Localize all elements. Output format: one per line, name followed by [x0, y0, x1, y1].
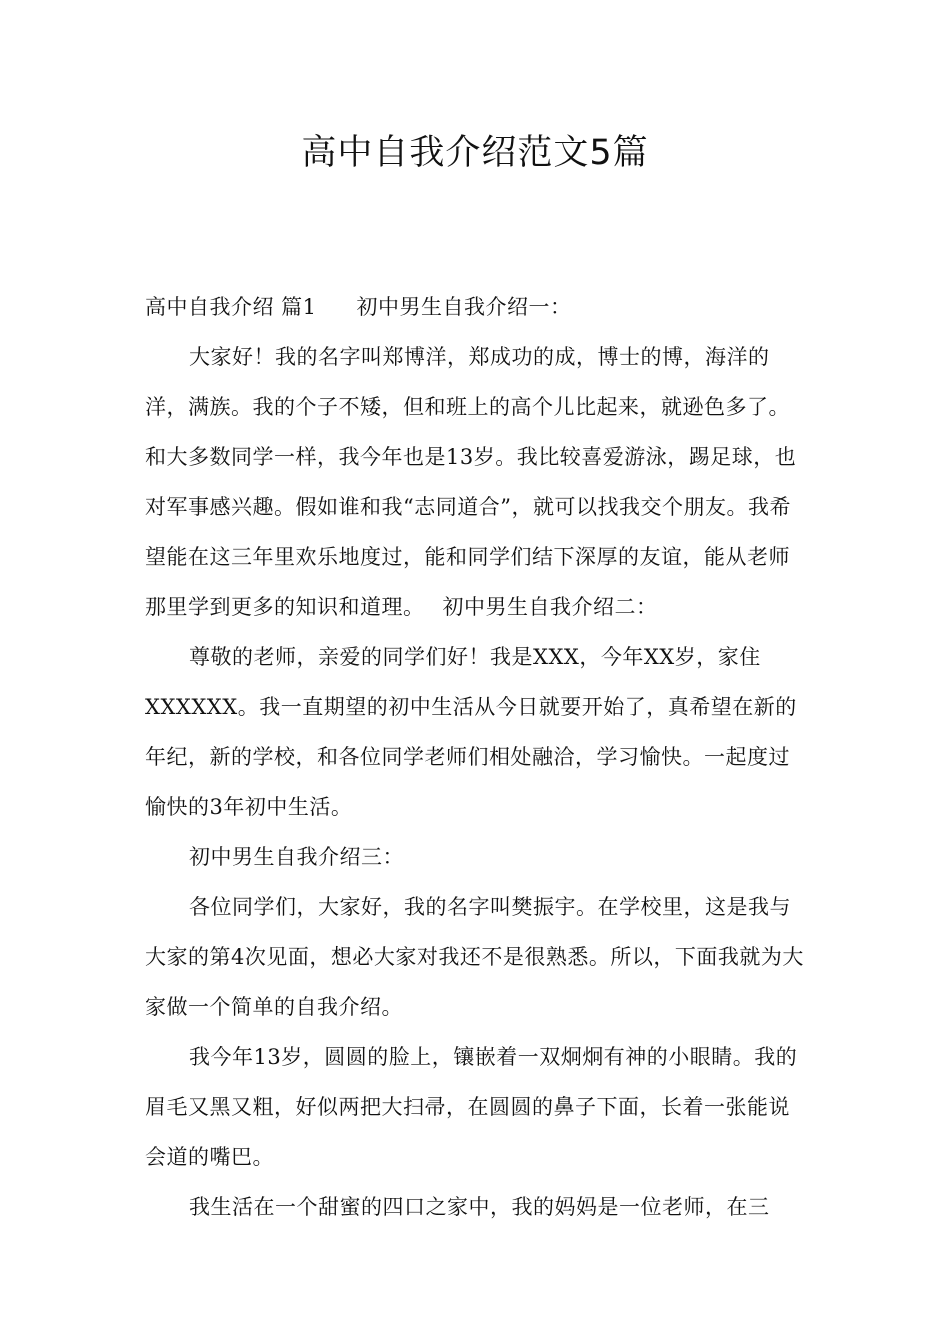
- section-heading-line: [145, 282, 810, 332]
- page-title: 高中自我介绍范文5篇: [301, 133, 649, 173]
- intro-three-heading: 初中男生自我介绍三：: [189, 845, 404, 869]
- paragraph-5: 我生活在一个甜蜜的四口之家中，我的妈妈是一位老师，在三: [189, 1195, 770, 1219]
- section-heading: 高中自我介绍 篇1: [145, 295, 317, 319]
- intro-one-heading: 初中男生自我介绍一：: [356, 295, 572, 319]
- paragraph-3: 各位同学们，大家好，我的名字叫樊振宇。在学校里，这是我与大家的第4次见面，想必大家对我还不是很熟悉。所以，下面我就为大家做一个简单的自我介绍。: [145, 895, 804, 1019]
- paragraph-4: 我今年13岁，圆圆的脸上，镶嵌着一双炯炯有神的小眼睛。我的眉毛又黑又粗，好似两把大扫帚，在圆圆的鼻子下面，长着一张能说会道的嘴巴。: [145, 1045, 798, 1169]
- document-body: [145, 282, 810, 1232]
- intro-two-heading: 初中男生自我介绍二：: [442, 595, 658, 619]
- paragraph: [145, 332, 810, 632]
- paragraph-2: 尊敬的老师，亲爱的同学们好！我是XXX，今年XX岁，家住XXXXXX。我一直期望的初中生活从今日就要开始了，真希望在新的年纪，新的学校，和各位同学老师们相处融洽，学习愉快。一起度过愉快的3年初中生活。: [145, 645, 797, 819]
- paragraph-1-text: 大家好！我的名字叫郑博洋，郑成功的成，博士的博，海洋的洋，满族。我的个子不矮，但和班上的高个儿比起来，就逊色多了。和大多数同学一样，我今年也是13岁。我比较喜爱游泳，踢足球，也对军事感兴趣。假如谁和我“志同道合”，就可以找我交个朋友。我希望能在这三年里欢乐地度过，能和同学们结下深厚的友谊，能从老师那里学到更多的知识和道理。: [145, 345, 797, 619]
